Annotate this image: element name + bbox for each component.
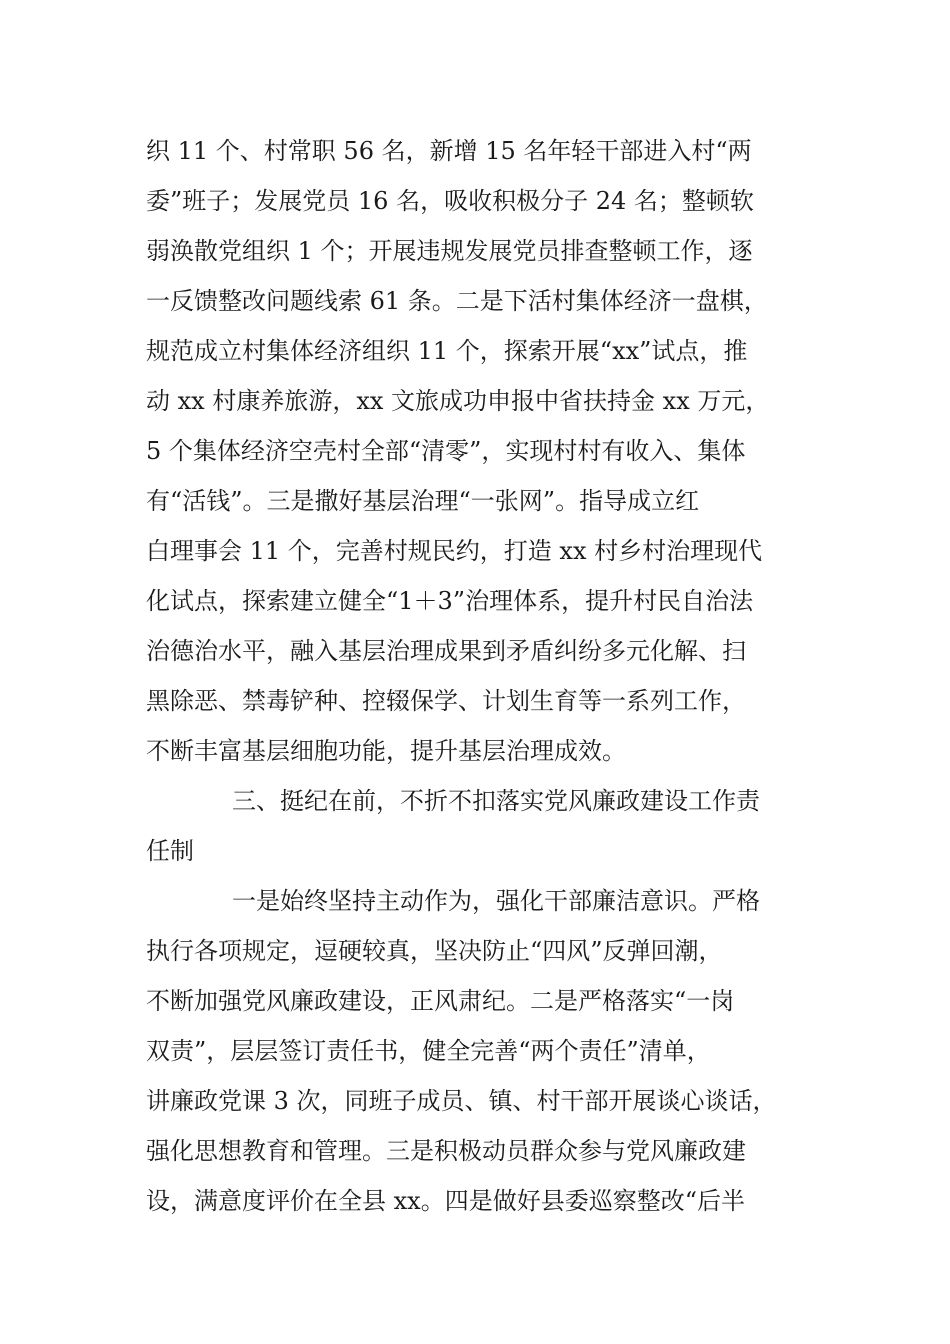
text-line: 动 xx 村康养旅游，xx 文旅成功申报中省扶持金 xx 万元， <box>146 387 770 415</box>
section-heading: 三、挺纪在前，不折不扣落实党风廉政建设工作责 <box>232 787 760 815</box>
document-body <box>146 126 826 1226</box>
section-heading-cont: 任制 <box>146 837 194 865</box>
text-line: 有“活钱”。三是撒好基层治理“一张网”。指导成立红 <box>146 487 700 515</box>
text-line: 设，满意度评价在全县 xx。四是做好县委巡察整改“后半 <box>146 1187 745 1215</box>
text-line: 规范成立村集体经济组织 11 个，探索开展“xx”试点，推 <box>146 337 748 365</box>
text-line: 不断丰富基层细胞功能，提升基层治理成效。 <box>146 737 626 765</box>
text-line: 治德治水平，融入基层治理成果到矛盾纠纷多元化解、扫 <box>146 637 746 665</box>
text-line: 不断加强党风廉政建设，正风肃纪。二是严格落实“一岗 <box>146 987 735 1015</box>
text-line: 化试点，探索建立健全“1＋3”治理体系，提升村民自治法 <box>146 587 754 615</box>
text-line: 执行各项规定，逗硬较真，坚决防止“四风”反弹回潮， <box>146 937 723 965</box>
paragraph-start: 一是始终坚持主动作为，强化干部廉洁意识。严格 <box>232 887 760 915</box>
text-line: 弱涣散党组织 1 个；开展违规发展党员排查整顿工作，逐 <box>146 237 753 265</box>
text-line: 织 11 个、村常职 56 名，新增 15 名年轻干部进入村“两 <box>146 137 752 165</box>
text-line: 一反馈整改问题线索 61 条。二是下活村集体经济一盘棋， <box>146 287 768 315</box>
text-line: 强化思想教育和管理。三是积极动员群众参与党风廉政建 <box>146 1137 746 1165</box>
text-line: 5 个集体经济空壳村全部“清零”，实现村村有收入、集体 <box>146 437 746 465</box>
text-line: 双责”，层层签订责任书，健全完善“两个责任”清单， <box>146 1037 711 1065</box>
text-line: 讲廉政党课 3 次，同班子成员、镇、村干部开展谈心谈话， <box>146 1087 777 1115</box>
text-line: 委”班子；发展党员 16 名，吸收积极分子 24 名；整顿软 <box>146 187 754 215</box>
text-line: 黑除恶、禁毒铲种、控辍保学、计划生育等一系列工作， <box>146 687 746 715</box>
text-line: 白理事会 11 个，完善村规民约，打造 xx 村乡村治理现代 <box>146 537 763 565</box>
